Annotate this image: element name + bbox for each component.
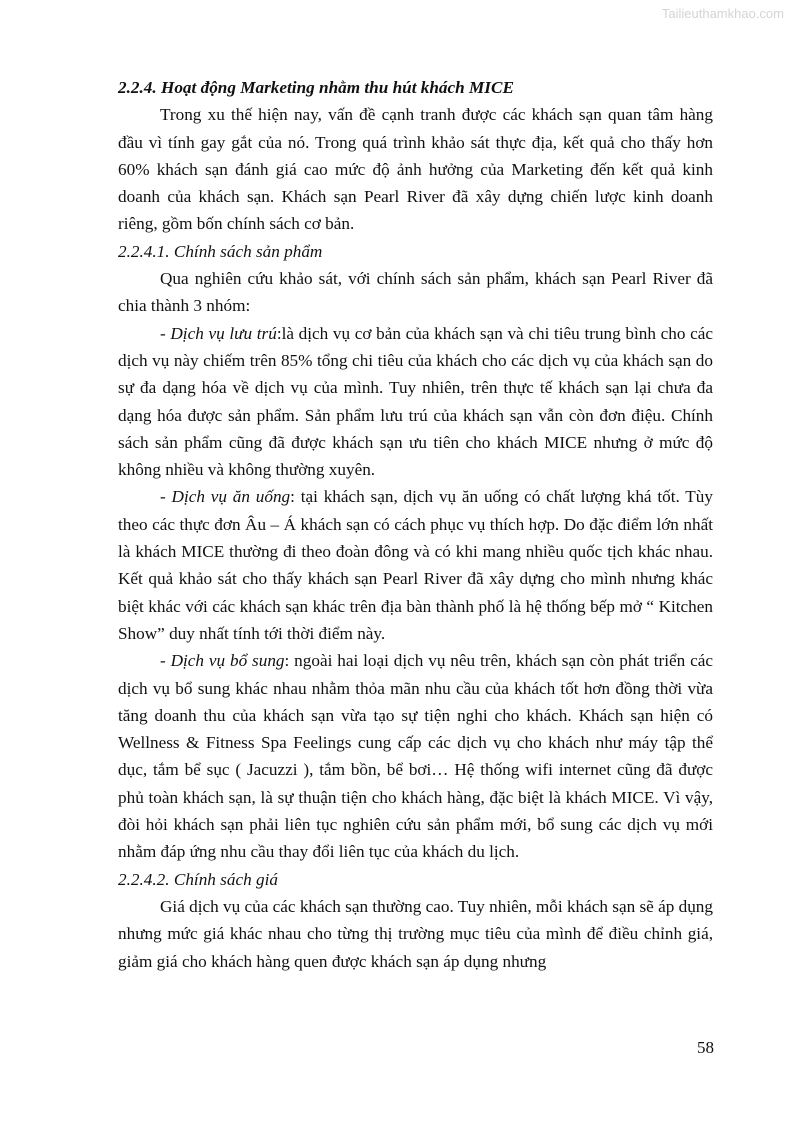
list-bullet: - bbox=[160, 323, 171, 343]
text-accommodation: :là dịch vụ cơ bản của khách sạn và chi tiêu trung bình cho các dịch vụ này chiếm trên 85% tổng chi tiêu của khách cho các dịch vụ của khách sạn do sự đa dạng hóa về dịch vụ của mình. Tuy nhiên, trên thực tế khách sạn lại chưa đa dạng hóa được sản phẩm. Sản phẩm lưu trú của khách sạn vẫn còn đơn điệu. Chính sách sản phẩm cũng đã được khách sạn ưu tiên cho khách MICE nhưng ở mức độ không nhiều và không thường xuyên. bbox=[118, 323, 713, 480]
document-body bbox=[118, 74, 713, 975]
paragraph-intro: Trong xu thế hiện nay, vấn đề cạnh tranh được các khách sạn quan tâm hàng đầu vì tính gay gắt của nó. Trong quá trình khảo sát thực địa, kết quả cho thấy hơn 60% khách sạn đánh giá cao mức độ ảnh hưởng của Marketing đến kết quả kinh doanh của khách sạn. Khách sạn Pearl River đã xây dựng chiến lược kinh doanh riêng, gồm bốn chính sách cơ bản. bbox=[118, 105, 713, 234]
paragraph-product-intro: Qua nghiên cứu khảo sát, với chính sách sản phẩm, khách sạn Pearl River đã chia thành 3 nhóm: bbox=[118, 269, 713, 316]
list-item-additional bbox=[118, 647, 713, 865]
list-item-accommodation bbox=[118, 320, 713, 484]
page-number: 58 bbox=[697, 1038, 714, 1057]
section-heading-marketing: 2.2.4. Hoạt động Marketing nhằm thu hút khách MICE bbox=[118, 78, 514, 97]
text-food: : tại khách sạn, dịch vụ ăn uống có chất lượng khá tốt. Tùy theo các thực đơn Âu – Á khách sạn có cách phục vụ thích hợp. Do đặc điểm lớn nhất là khách MICE thường đi theo đoàn đông và có khi mang nhiều quốc tịch khác nhau. Kết quả khảo sát cho thấy khách sạn Pearl River đã xây dựng cho mình nhưng khác biệt khác với các khách sạn khác trên địa bàn thành phố là hệ thống bếp mở “ Kitchen Show” duy nhất tính tới thời điểm này. bbox=[118, 487, 713, 643]
list-item-food bbox=[118, 483, 713, 647]
term-additional: Dịch vụ bổ sung bbox=[170, 651, 285, 671]
list-bullet: - bbox=[160, 651, 171, 671]
text-additional: : ngoài hai loại dịch vụ nêu trên, khách sạn còn phát triển các dịch vụ bổ sung khác nhau nhằm thỏa mãn nhu cầu của khách tốt hơn đồng thời vừa tăng doanh thu của khách sạn vừa tạo sự tiện nghi cho khách. Khách sạn hiện có Wellness & Fitness Spa Feelings cung cấp các dịch vụ cho khách như máy tập thể dục, tắm bể sục ( Jacuzzi ), tắm bồn, bể bơi… Hệ thống wifi internet cũng đã được phủ toàn khách sạn, là sự thuận tiện cho khách hàng, đặc biệt là khách MICE. Vì vậy, đòi hỏi khách sạn phải liên tục nghiên cứu sản phẩm mới, bổ sung các dịch vụ mới nhằm đáp ứng nhu cầu thay đổi liên tục của khách du lịch. bbox=[118, 651, 713, 862]
list-bullet: - bbox=[160, 487, 172, 507]
term-food: Dịch vụ ăn uống bbox=[171, 487, 291, 507]
subsection-heading-price-policy: 2.2.4.2. Chính sách giá bbox=[118, 869, 278, 889]
paragraph-price: Giá dịch vụ của các khách sạn thường cao. Tuy nhiên, mỗi khách sạn sẽ áp dụng nhưng mức giá khác nhau cho từng thị trường mục tiêu của mình để điều chỉnh giá, giảm giá cho khách hàng quen được khách sạn áp dụng nhưng bbox=[118, 896, 713, 971]
watermark-text: Tailieuthamkhao.com bbox=[661, 6, 784, 21]
subsection-heading-product-policy: 2.2.4.1. Chính sách sản phẩm bbox=[118, 241, 323, 261]
term-accommodation: Dịch vụ lưu trú bbox=[170, 323, 277, 343]
